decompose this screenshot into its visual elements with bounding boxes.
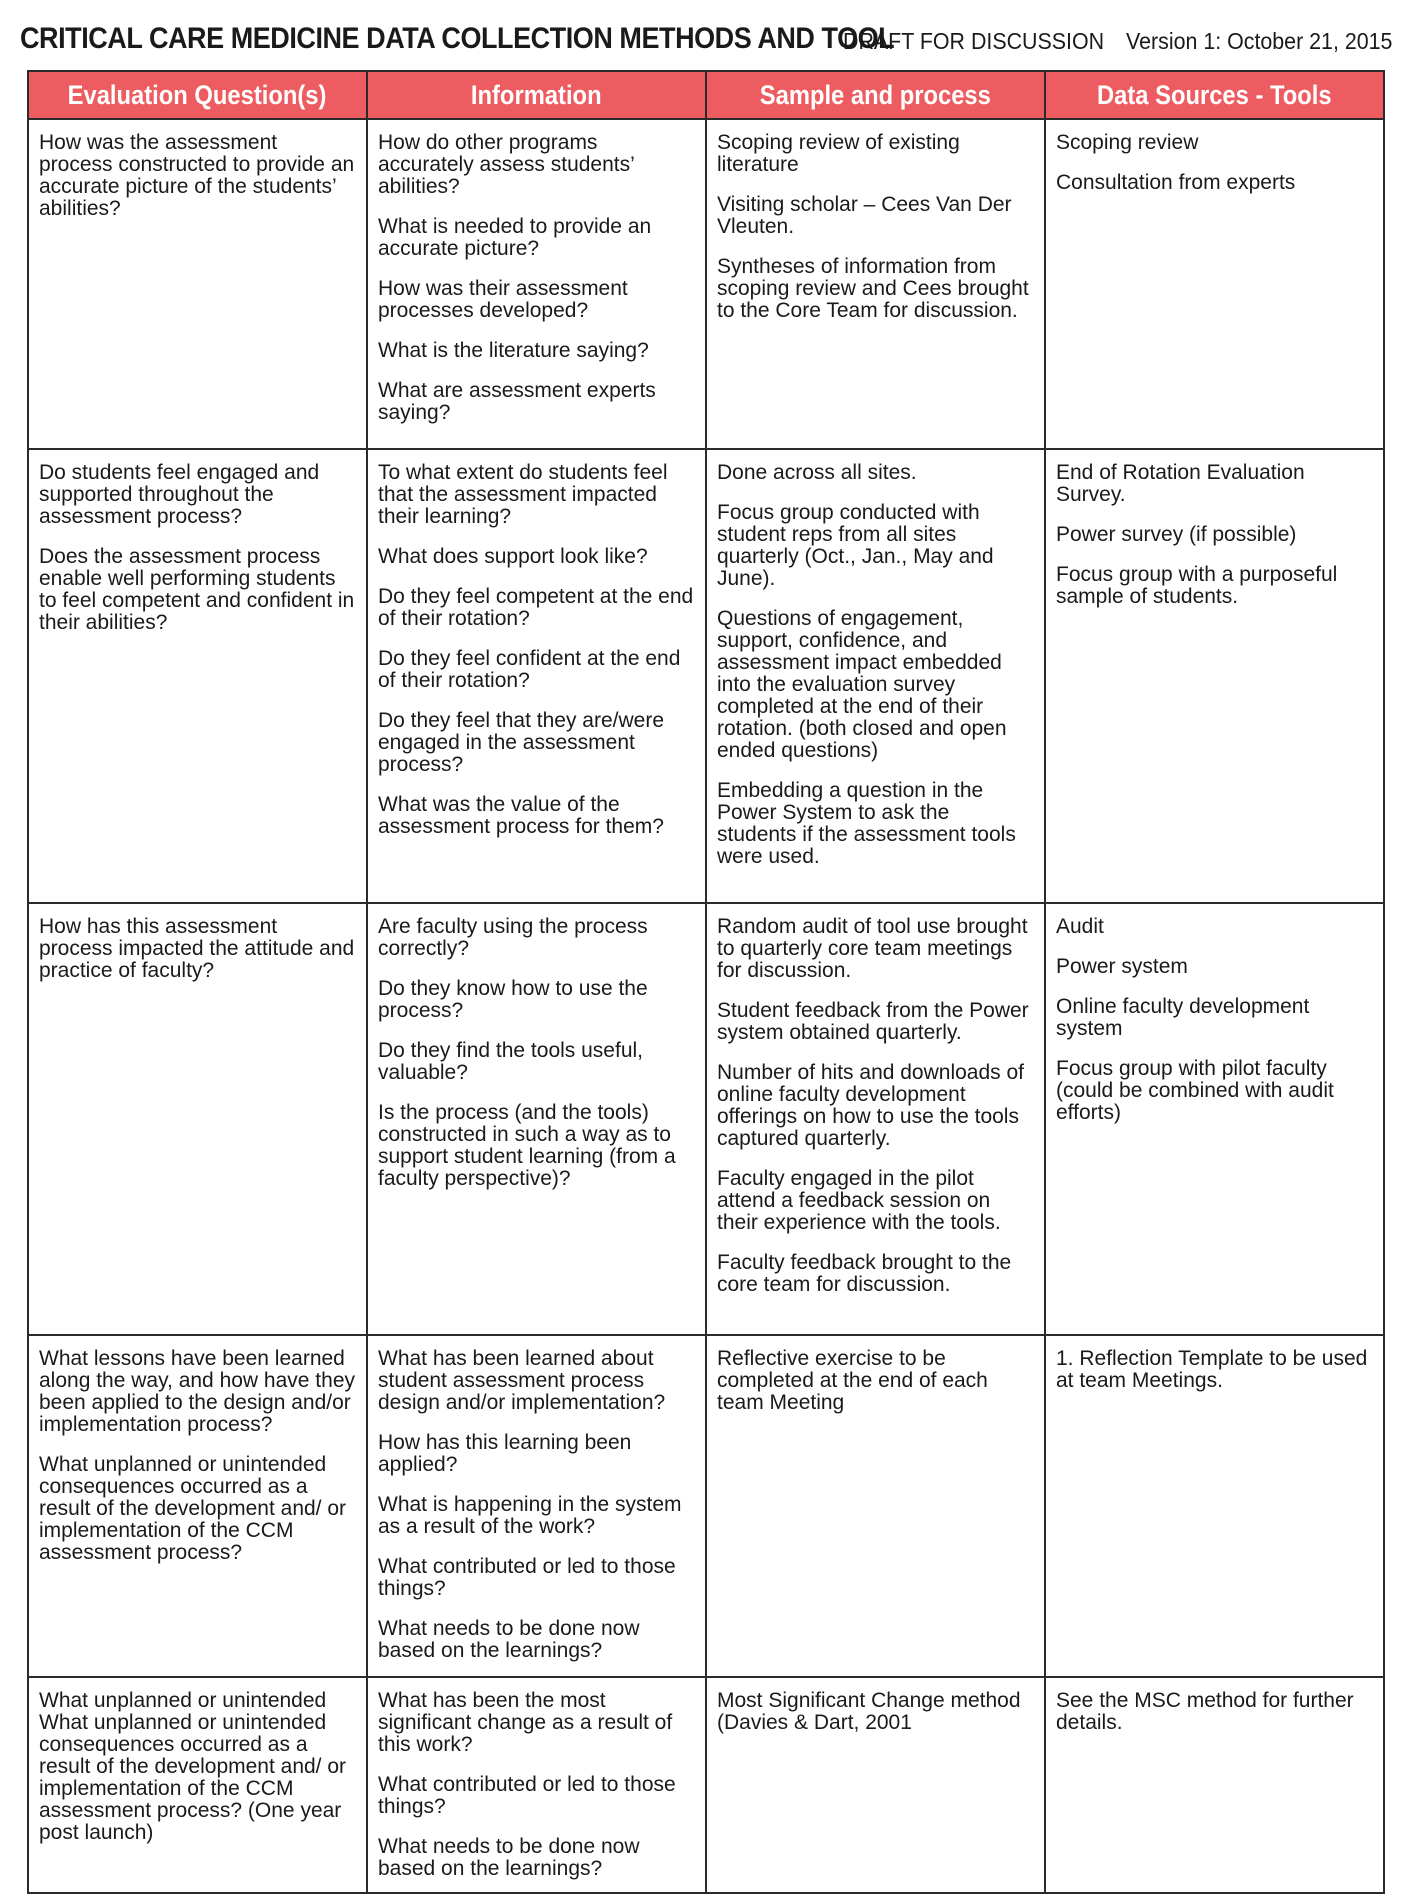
cell-text: What needs to be done now based on the learnings? bbox=[378, 1835, 640, 1880]
table-row bbox=[28, 119, 1384, 449]
sample-process-cell bbox=[706, 1677, 1045, 1893]
cell-text: What has been the most significant change as a result of this work? bbox=[378, 1689, 673, 1756]
evaluation-question-cell bbox=[28, 1335, 367, 1677]
cell-text: How do other programs accurately assess students’ abilities? bbox=[378, 131, 635, 198]
evaluation-question-cell bbox=[28, 1677, 367, 1893]
sample-process-cell bbox=[706, 449, 1045, 903]
cell-text: See the MSC method for further details. bbox=[1056, 1689, 1354, 1734]
data-sources-cell bbox=[1045, 903, 1384, 1335]
cell-text: Faculty engaged in the pilot attend a feedback session on their experience with the tools. bbox=[717, 1167, 1001, 1234]
column-header-information: Information bbox=[367, 71, 706, 119]
draft-label: DRAFT FOR DISCUSSION bbox=[843, 28, 1105, 54]
cell-text: 1. Reflection Template to be used at team Meetings. bbox=[1056, 1347, 1368, 1392]
cell-text: What was the value of the assessment process for them? bbox=[378, 793, 664, 838]
cell-text: Does the assessment process enable well performing students to feel competent and confident in their abilities? bbox=[39, 545, 355, 634]
cell-text: Are faculty using the process correctly? bbox=[378, 915, 648, 960]
cell-text: Most Significant Change method (Davies & Dart, 2001 bbox=[717, 1689, 1021, 1734]
cell-text: What does support look like? bbox=[378, 545, 648, 568]
cell-text: Do they feel competent at the end of their rotation? bbox=[378, 585, 694, 630]
cell-text: Do they know how to use the process? bbox=[378, 977, 648, 1022]
cell-text: Power system bbox=[1056, 955, 1188, 978]
cell-text: How was the assessment process constructed to provide an accurate picture of the students’ abilities? bbox=[39, 131, 355, 220]
table-row bbox=[28, 449, 1384, 903]
cell-text: Do they feel confident at the end of their rotation? bbox=[378, 647, 681, 692]
document-title: CRITICAL CARE MEDICINE DATA COLLECTION METHODS AND TOOL bbox=[20, 22, 895, 55]
page-header bbox=[20, 22, 1392, 62]
information-cell bbox=[367, 903, 706, 1335]
version-label: Version 1: October 21, 2015 bbox=[1125, 28, 1392, 54]
cell-text: How has this assessment process impacted the attitude and practice of faculty? bbox=[39, 915, 355, 982]
column-header-sample-and-process: Sample and process bbox=[706, 71, 1045, 119]
cell-text: Audit bbox=[1056, 915, 1104, 938]
cell-text: What unplanned or unintended consequences occurred as a result of the development and/ or implementation of the CCM assessment process? bbox=[39, 1453, 347, 1564]
cell-text: Do students feel engaged and supported throughout the assessment process? bbox=[39, 461, 320, 528]
cell-text: Power survey (if possible) bbox=[1056, 523, 1297, 546]
column-header-data-sources-tools: Data Sources - Tools bbox=[1045, 71, 1384, 119]
cell-text: What is the literature saying? bbox=[378, 339, 649, 362]
table-row bbox=[28, 1677, 1384, 1893]
cell-text: What lessons have been learned along the way, and how have they been applied to the design and/or implementation process? bbox=[39, 1347, 355, 1436]
sample-process-cell bbox=[706, 903, 1045, 1335]
cell-text: End of Rotation Evaluation Survey. bbox=[1056, 461, 1305, 506]
cell-text: Focus group conducted with student reps from all sites quarterly (Oct., Jan., May and June). bbox=[717, 501, 994, 590]
evaluation-question-cell bbox=[28, 449, 367, 903]
cell-text: How has this learning been applied? bbox=[378, 1431, 632, 1476]
cell-text: Consultation from experts bbox=[1056, 171, 1296, 194]
cell-text: To what extent do students feel that the assessment impacted their learning? bbox=[378, 461, 668, 528]
cell-text: Visiting scholar – Cees Van Der Vleuten. bbox=[717, 193, 1012, 238]
data-sources-cell bbox=[1045, 1335, 1384, 1677]
evaluation-question-cell bbox=[28, 119, 367, 449]
cell-text: Number of hits and downloads of online faculty development offerings on how to use the tools captured quarterly. bbox=[717, 1061, 1025, 1150]
cell-text: Reflective exercise to be completed at the end of each team Meeting bbox=[717, 1347, 988, 1414]
cell-text: What unplanned or unintended What unplanned or unintended consequences occurred as a result of the development and/ or implementation of the CCM assessment process? (One year post launch) bbox=[39, 1689, 347, 1844]
cell-text: Do they feel that they are/were engaged in the assessment process? bbox=[378, 709, 664, 776]
table-row bbox=[28, 1335, 1384, 1677]
cell-text: Syntheses of information from scoping review and Cees brought to the Core Team for discussion. bbox=[717, 255, 1029, 322]
cell-text: Student feedback from the Power system obtained quarterly. bbox=[717, 999, 1029, 1044]
cell-text: Questions of engagement, support, confidence, and assessment impact embedded into the evaluation survey completed at the end of their rotation. (both closed and open ended questions) bbox=[717, 607, 1007, 762]
data-sources-cell bbox=[1045, 119, 1384, 449]
cell-text: Scoping review bbox=[1056, 131, 1199, 154]
cell-text: What has been learned about student assessment process design and/or implementation? bbox=[378, 1347, 666, 1414]
cell-text: Is the process (and the tools) constructed in such a way as to support student learning (from a faculty perspective)? bbox=[378, 1101, 676, 1190]
column-header-evaluation-questions: Evaluation Question(s) bbox=[28, 71, 367, 119]
cell-text: What needs to be done now based on the learnings? bbox=[378, 1617, 640, 1662]
cell-text: Focus group with pilot faculty (could be combined with audit efforts) bbox=[1056, 1057, 1334, 1124]
cell-text: Random audit of tool use brought to quarterly core team meetings for discussion. bbox=[717, 915, 1028, 982]
cell-text: What is happening in the system as a result of the work? bbox=[378, 1493, 682, 1538]
table-header-row bbox=[28, 71, 1384, 119]
evaluation-question-cell bbox=[28, 903, 367, 1335]
cell-text: Online faculty development system bbox=[1056, 995, 1310, 1040]
cell-text: How was their assessment processes developed? bbox=[378, 277, 628, 322]
information-cell bbox=[367, 119, 706, 449]
information-cell bbox=[367, 1677, 706, 1893]
cell-text: Focus group with a purposeful sample of students. bbox=[1056, 563, 1338, 608]
table-row bbox=[28, 903, 1384, 1335]
information-cell bbox=[367, 449, 706, 903]
cell-text: Done across all sites. bbox=[717, 461, 917, 484]
cell-text: Faculty feedback brought to the core team for discussion. bbox=[717, 1251, 1012, 1296]
cell-text: What contributed or led to those things? bbox=[378, 1555, 676, 1600]
data-sources-cell bbox=[1045, 1677, 1384, 1893]
evaluation-table bbox=[27, 70, 1385, 1894]
sample-process-cell bbox=[706, 1335, 1045, 1677]
data-sources-cell bbox=[1045, 449, 1384, 903]
sample-process-cell bbox=[706, 119, 1045, 449]
cell-text: Embedding a question in the Power System to ask the students if the assessment tools were used. bbox=[717, 779, 1016, 868]
cell-text: What are assessment experts saying? bbox=[378, 379, 656, 424]
information-cell bbox=[367, 1335, 706, 1677]
cell-text: Scoping review of existing literature bbox=[717, 131, 960, 176]
cell-text: Do they find the tools useful, valuable? bbox=[378, 1039, 643, 1084]
cell-text: What contributed or led to those things? bbox=[378, 1773, 676, 1818]
cell-text: What is needed to provide an accurate picture? bbox=[378, 215, 652, 260]
